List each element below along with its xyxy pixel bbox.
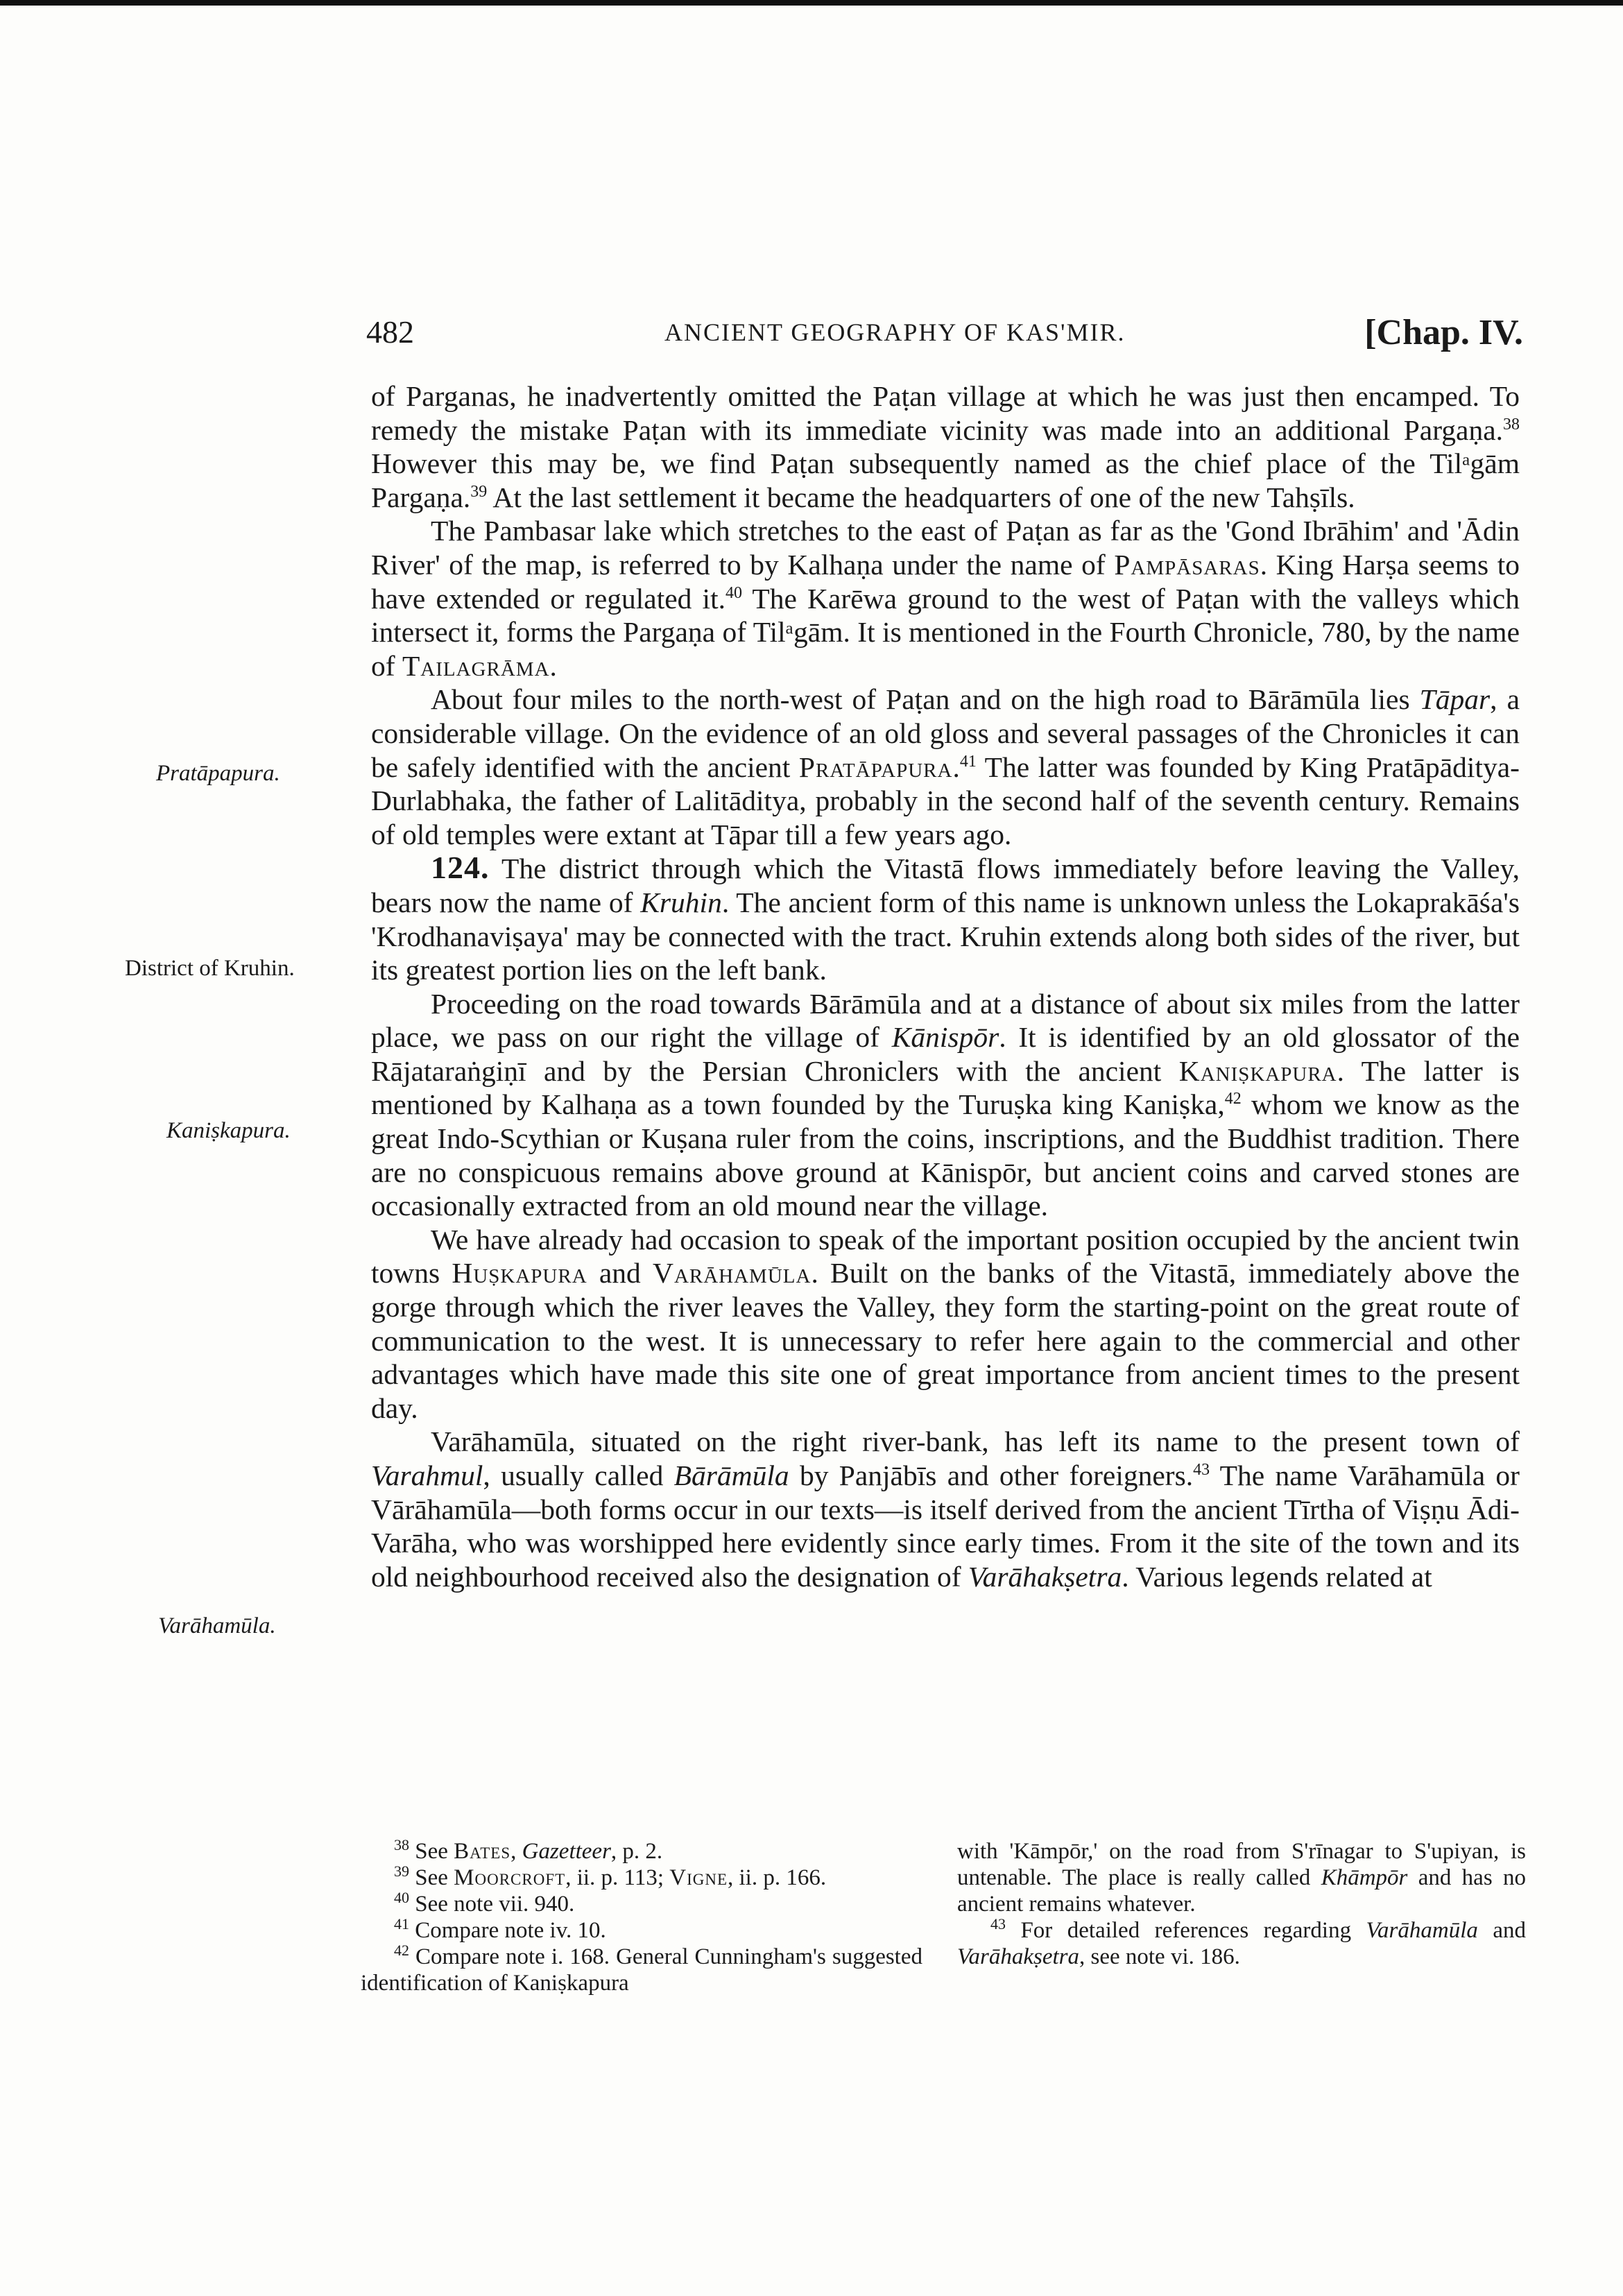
footnote-ref: 38	[1503, 415, 1520, 434]
footnote-ref: 43	[1193, 1461, 1210, 1480]
footnote-ref: 42	[1224, 1090, 1242, 1108]
footnote-ref: 40	[725, 583, 742, 602]
body-text	[371, 379, 1520, 1593]
paragraph: Varāhamūla, situated on the right river-bank, has left its name to the present town of Varahmul, usually called Bārāmūla by Panjābīs and other foreigners.$^{43}$ The name Varāhamūla or Vārāhamūla—both forms occur in our texts—is itself derived from the ancient Tīrtha of Viṣṇu Ādi-Varāha, who was worshipped here evidently since early times. From it the site of the town and its old neighbourhood received also the designation of Varāhakṣetra. Various legends related at	[371, 1425, 1520, 1593]
paragraph: We have already had occasion to speak of the important position occupied by the ancient twin towns Huṣkapura and Varāhamūla. Built on the banks of the Vitastā, immediately above the gorge through which the river leaves the Valley, they form the starting-point on the great route of communication to the west. It is unnecessary to refer here again to the commercial and other advantages which have made this site one of great importance from ancient times to the present day.	[371, 1223, 1520, 1424]
section-number: 124.	[431, 850, 490, 886]
footnote: $^{41}$ Compare note iv. 10.	[394, 1915, 606, 1943]
paragraph: of Parganas, he inadvertently omitted the Paṭan village at which he was just then encamped. To remedy the mistake Paṭan with its immediate vicinity was made into an additional Pargaṇa.$^{38}$ However this may be, we find Paṭan subsequently named as the chief place of the Tilᵃgām Pargaṇa.$^{39}$ At the last settlement it became the headquarters of one of the new Tahṣīls.	[371, 380, 1520, 513]
footnote-continuation: with 'Kāmpōr,' on the road from S'rīnagar to S'upiyan, is untenable. The place is really called Khāmpōr and has no ancient remains whatever.	[957, 1839, 1526, 1917]
paragraph: 124. The district through which the Vitastā flows immediately before leaving the Valley, bears now the name of Kruhin. The ancient form of this name is unknown unless the Lokaprakāśa's 'Krodhanaviṣaya' may be connected with the tract. Kruhin extends along both sides of the river, but its greatest portion lies on the left bank.	[371, 850, 1520, 986]
page-header	[366, 314, 1523, 369]
margin-note-pratapapura: Pratāpapura.	[156, 761, 280, 786]
running-title: ANCIENT GEOGRAPHY OF KAS'MIR.	[664, 318, 1126, 346]
margin-note-kaniskapura: Kaniṣkapura.	[166, 1118, 291, 1143]
footnote-ref: 39	[470, 482, 488, 501]
footnotes-right-column	[957, 1838, 1526, 1970]
paragraph: Proceeding on the road towards Bārāmūla and at a distance of about six miles from the latter place, we pass on our right the village of Kānispōr. It is identified by an old glossator of the Rājataraṅgiṇī and by the Persian Chroniclers with the ancient Kaniṣkapura. The latter is mentioned by Kalhaṇa as a town founded by the Turuṣka king Kaniṣka,$^{42}$ whom we know as the great Indo-Scythian or Kuṣana ruler from the coins, inscriptions, and the Buddhist tradition. There are no conspicuous remains above ground at Kānispōr, but ancient coins and carved stones are occasionally extracted from an old mound near the village.	[371, 987, 1520, 1222]
footnote: $^{43}$ For detailed references regarding Varāhamūla and Varāhakṣetra, see note vi. 186.	[957, 1915, 1526, 1969]
page-number: 482	[366, 314, 414, 350]
margin-note-varahamula: Varāhamūla.	[158, 1613, 276, 1638]
footnote: $^{42}$ Compare note i. 168. General Cunningham's suggested identification of Kaniṣkapura	[361, 1942, 922, 1996]
footnote: $^{40}$ See note vii. 940.	[394, 1889, 575, 1917]
footnote: $^{38}$ See Bates, Gazetteer, p. 2.	[394, 1836, 663, 1864]
page-top-border	[0, 0, 1623, 6]
footnotes-left-column	[361, 1838, 922, 1996]
paragraph: About four miles to the north-west of Paṭan and on the high road to Bārāmūla lies Tāpar, a considerable village. On the evidence of an old gloss and several passages of the Chronicles it can be safely identified with the ancient Pratāpapura.$^{41}$ The latter was founded by King Pratāpāditya-Durlabhaka, the father of Lalitāditya, probably in the second half of the seventh century. Remains of old temples were extant at Tāpar till a few years ago.	[371, 683, 1520, 850]
paragraph: The Pambasar lake which stretches to the east of Paṭan as far as the 'Gond Ibrāhim' and 'Ādin River' of the map, is referred to by Kalhaṇa under the name of Pampāsaras. King Harṣa seems to have extended or regulated it.$^{40}$ The Karēwa ground to the west of Paṭan with the valleys which intersect it, forms the Pargaṇa of Tilᵃgām. It is mentioned in the Fourth Chronicle, 780, by the name of Tailagrāma.	[371, 515, 1520, 682]
footnote-ref: 41	[959, 752, 977, 771]
footnote: $^{39}$ See Moorcroft, ii. p. 113; Vigne, ii. p. 166.	[394, 1862, 827, 1890]
margin-note-district-kruhin: District of Kruhin.	[125, 956, 295, 981]
chapter-label: [Chap. IV.	[1364, 313, 1523, 352]
